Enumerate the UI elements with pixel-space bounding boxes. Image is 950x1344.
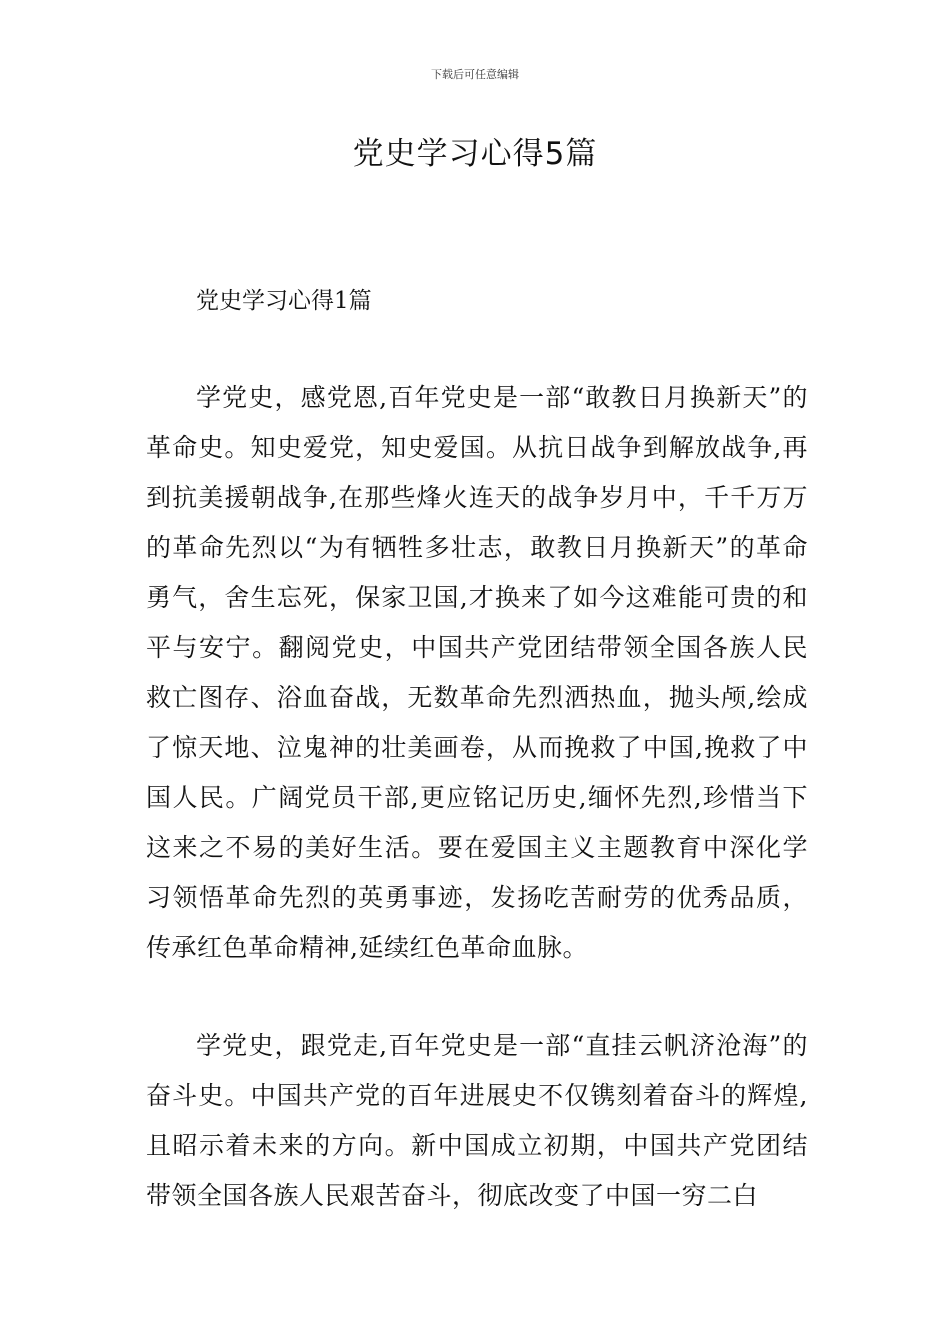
paragraph-2: 学党史，跟党走,百年党史是一部“直挂云帆济沧海”的奋斗史。中国共产党的百年进展史不仅镌刻着奋斗的辉煌,且昭示着未来的方向。新中国成立初期，中国共产党团结带领全国各族人民艰苦奋斗，彻底改变了中国一穷二白 xyxy=(146,1031,808,1210)
section-heading: 党史学习心得1篇 xyxy=(196,288,372,314)
document-title: 党史学习心得5篇 xyxy=(352,136,598,172)
header-note: 下载后可任意编辑 xyxy=(431,68,519,81)
paragraph-1: 学党史，感党恩,百年党史是一部“敢教日月换新天”的革命史。知史爱党，知史爱国。从抗日战争到解放战争,再到抗美援朝战争,在那些烽火连天的战争岁月中，千千万万的革命先烈以“为有牺牲多壮志，敢教日月换新天”的革命勇气，舍生忘死，保家卫国,才换来了如今这难能可贵的和平与安宁。翻阅党史，中国共产党团结带领全国各族人民救亡图存、浴血奋战，无数革命先烈洒热血，抛头颅,绘成了惊天地、泣鬼神的壮美画卷，从而挽救了中国,挽救了中国人民。广阔党员干部,更应铭记历史,缅怀先烈,珍惜当下这来之不易的美好生活。要在爱国主义主题教育中深化学习领悟革命先烈的英勇事迹，发扬吃苦耐劳的优秀品质，传承红色革命精神,延续红色革命血脉。 xyxy=(146,383,808,962)
